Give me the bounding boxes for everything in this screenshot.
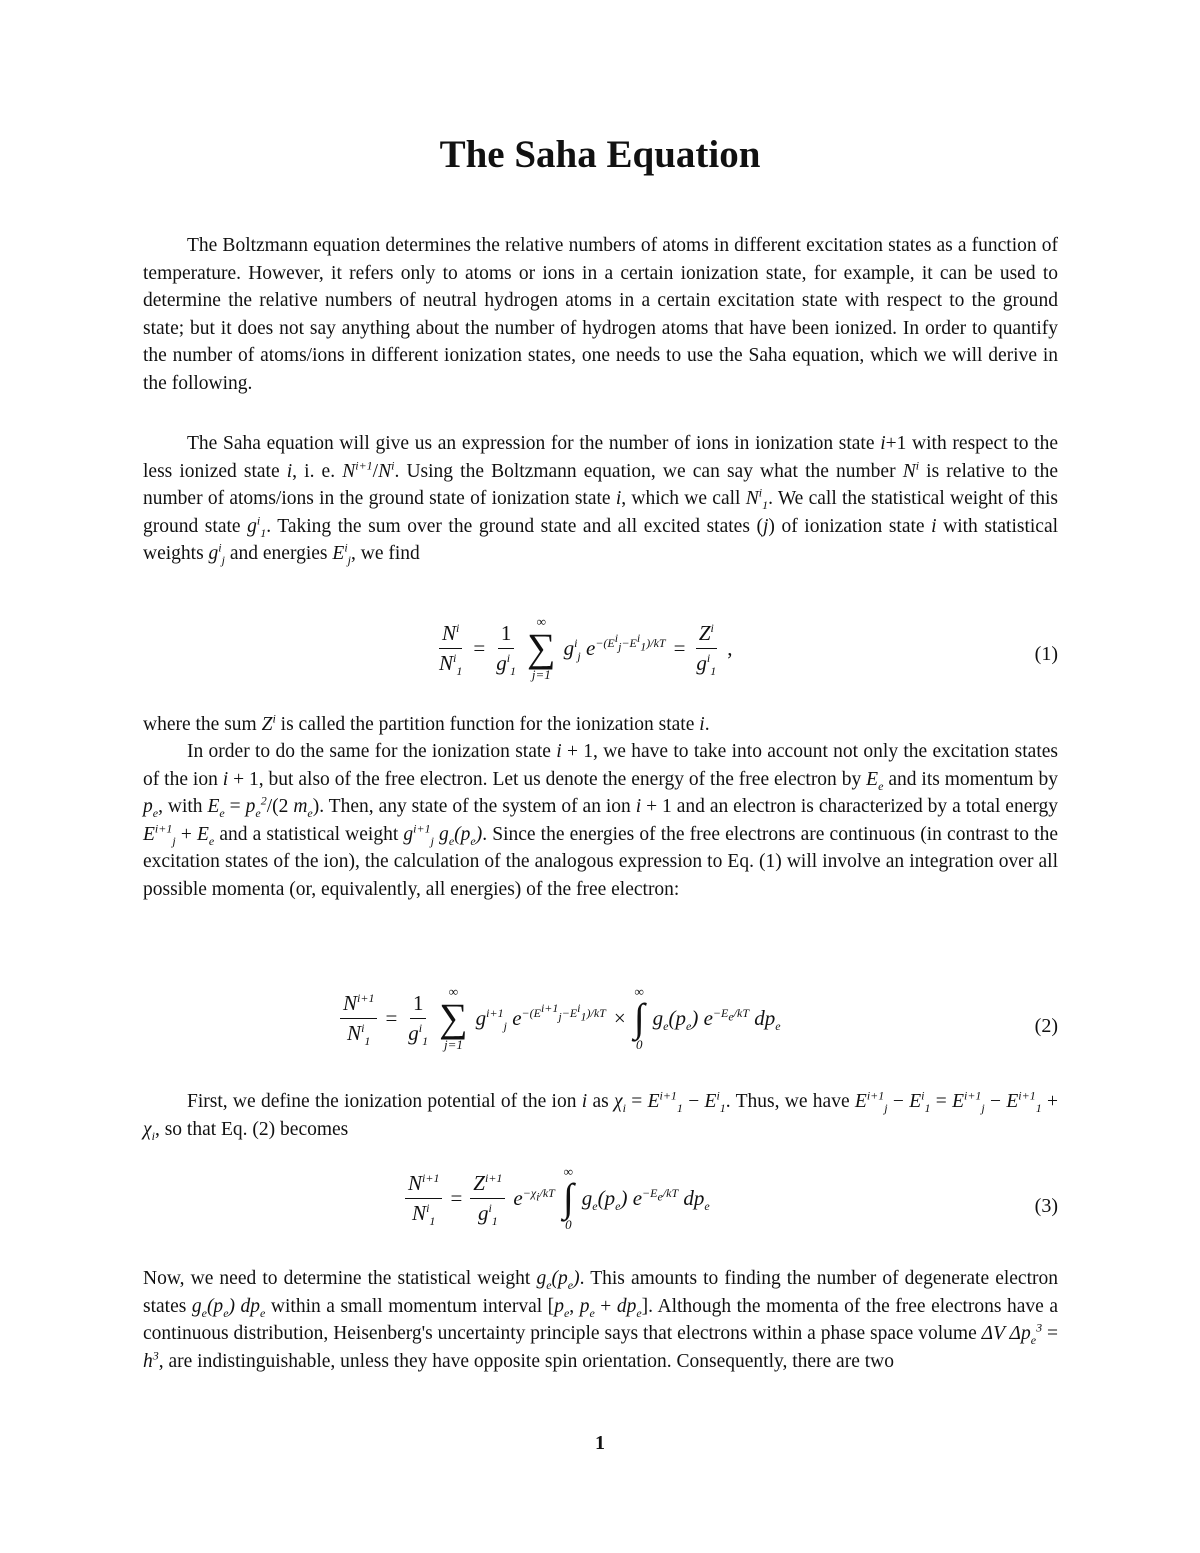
equation-2: $\frac{N^{i+1}}{N^i_1}$ = $\frac{1}{g^i_1}$ ∞ ∑ j=1 $g^{i+1}_j$ $e^{-(E^{i+1}_j-E^i_1)/kT}$ × ∞ ∫ 0 $g_e(p_e)$ $e^{-E_e/kT}$ $dp_e$ (2)	[143, 985, 1058, 1075]
paragraph-statistical-weight: Now, we need to determine the statistical weight $g_e(p_e)$. This amounts to finding the number of degenerate electron states $g_e(p_e)$ $dp_e$ within a small momentum interval [$p_e$, $p_e + dp_e$]. Although the momenta of the free electrons have a continuous distribution, Heisenberg's uncertainty principle says that electrons within a phase space volume ΔV $\Delta p_e^3 = h^3$, are indistinguishable, unless they have opposite spin orientation. Consequently, there are two	[143, 1268, 1059, 1372]
paragraph-ionization-potential: First, we define the ionization potential of the ion i as $\chi_i = E^{i+1}_1 - E^i_1$. Thus, we have $E^{i+1}_j - E^i_1 = E^{i+1}_j - E^{i+1}_1 + \chi_i$, so that Eq. (2) becomes	[143, 1088, 1059, 1143]
paragraph-intro	[143, 232, 1058, 397]
page-number: 1	[595, 1432, 605, 1454]
integral-symbol: ∞ ∫ 0	[562, 1164, 574, 1232]
paragraph-partition: where the sum $Z^i$ is called the partition function for the ionization state i.	[143, 711, 710, 735]
fraction: $\frac{1}{g^i_1}$	[496, 620, 517, 678]
equation-number: (3)	[1034, 1195, 1058, 1217]
page-title: The Saha Equation	[439, 133, 761, 176]
fraction: $\frac{N^i}{N^i_1}$	[439, 620, 463, 678]
integral-symbol: ∞ ∫ 0	[633, 984, 645, 1052]
fraction: $\frac{1}{g^i_1}$	[408, 990, 429, 1048]
sum-symbol: ∞ ∑ j=1	[527, 614, 556, 682]
fraction: $\frac{N^{i+1}}{N^i_1}$	[405, 1171, 442, 1226]
paragraph-free-electron: In order to do the same for the ionization state i + 1, we have to take into account not only the excitation states of the ion i + 1, but also of the free electron. Let us denote the energy of the free electron by $E_e$ and its momentum by $p_e$, with $E_e = p_e^2/(2$ $m_e$). Then, any state of the system of an ion i + 1 and an electron is characterized by a total energy $E^{i+1}_j + E_e$ and a statistical weight $g^{i+1}_j$ $g_e(p_e)$. Since the energies of the free electrons are continuous (in contrast to the excitation states of the ion), the calculation of the analogous expression to Eq. (1) will involve an integration over all possible momenta (or, equivalently, all energies) of the free electron:	[143, 741, 1059, 900]
equation-number: (2)	[1034, 1015, 1058, 1037]
equation-number: (1)	[1034, 643, 1058, 665]
fraction: $\frac{N^{i+1}}{N^i_1}$	[340, 991, 377, 1046]
paragraph-saha-intro: The Saha equation will give us an expression for the number of ions in ionization state i+1 with respect to the less ionized state i, i. e. $N^{i+1}/N^i$. Using the Boltzmann equation, we can say what the number $N^i$ is relative to the number of atoms/ions in the ground state of ionization state i, which we call $N^i_1$. We call the statistical weight of this ground state $g^i_1$. Taking the sum over the ground state and all excited states (j) of ionization state i with statistical weights $g^i_j$ and energies $E^i_j$, we find	[143, 433, 1059, 567]
fraction: $\frac{Z^i}{g^i_1}$	[696, 620, 717, 678]
equation-1: $\frac{N^i}{N^i_1}$ = $\frac{1}{g^i_1}$ ∞ ∑ j=1 $g^i_j$ $e^{-(E^i_j-E^i_1)/kT}$ = $\frac{Z^i}{g^i_1}$ , (1)	[143, 615, 1058, 695]
equation-3: $\frac{N^{i+1}}{N^i_1}$ = $\frac{Z^{i+1}}{g^i_1}$ $e^{-\chi_i/kT}$ ∞ ∫ 0 $g_e(p_e)$ $e^{-E_e/kT}$ $dp_e$ (3)	[143, 1165, 1058, 1255]
sum-symbol: ∞ ∑ j=1	[439, 984, 468, 1052]
paragraph-text: The Boltzmann equation determines the relative numbers of atoms in different excitation states as a function of temperature. However, it refers only to atoms or ions in a certain ionization state, for example, it can be used to determine the relative numbers of neutral hydrogen atoms in a certain excitation state with respect to the ground state; but it does not say anything about the number of hydrogen atoms that have been ionized. In order to quantify the number of atoms/ions in different ionization states, one needs to use the Saha equation, which we will derive in the following.	[143, 235, 1058, 394]
fraction: $\frac{Z^{i+1}}{g^i_1}$	[470, 1171, 505, 1226]
